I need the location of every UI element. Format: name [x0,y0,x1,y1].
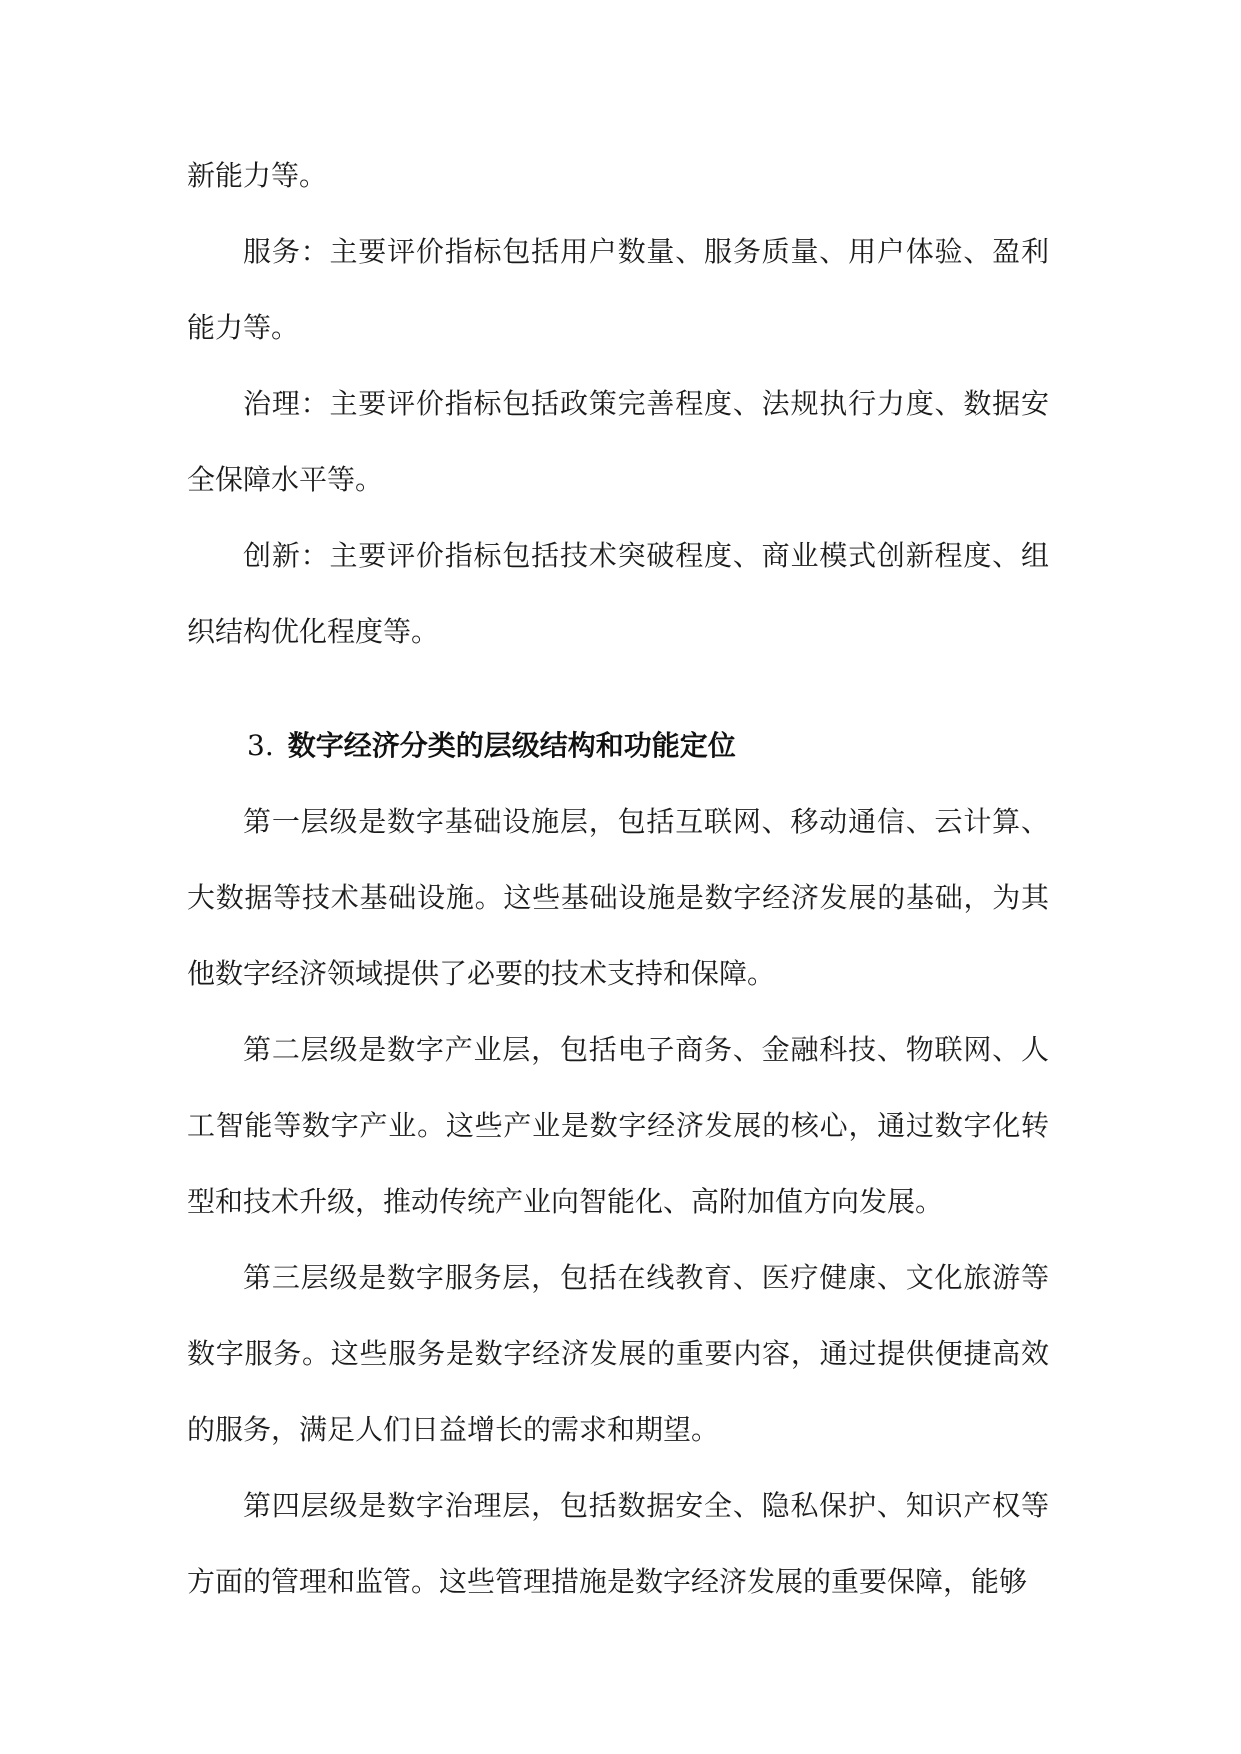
paragraph-level-2: 第二层级是数字产业层，包括电子商务、金融科技、物联网、人工智能等数字产业。这些产业是数字经济发展的核心，通过数字化转型和技术升级，推动传统产业向智能化、高附加值方向发展。 [187,1033,1049,1218]
paragraph-innovation-indicators: 创新：主要评价指标包括技术突破程度、商业模式创新程度、组织结构优化程度等。 [187,539,1049,648]
section-title: 数字经济分类的层级结构和功能定位 [287,729,736,762]
paragraph-continuation: 新能力等。 [187,159,328,192]
paragraph-governance-indicators: 治理：主要评价指标包括政策完善程度、法规执行力度、数据安全保障水平等。 [187,387,1049,496]
paragraph-level-1: 第一层级是数字基础设施层，包括互联网、移动通信、云计算、大数据等技术基础设施。这些基础设施是数字经济发展的基础，为其他数字经济领域提供了必要的技术支持和保障。 [187,805,1049,990]
paragraph-level-4: 第四层级是数字治理层，包括数据安全、隐私保护、知识产权等方面的管理和监管。这些管理措施是数字经济发展的重要保障，能够 [187,1489,1049,1598]
section-number: 3. [247,729,274,762]
paragraph-level-3: 第三层级是数字服务层，包括在线教育、医疗健康、文化旅游等数字服务。这些服务是数字经济发展的重要内容，通过提供便捷高效的服务，满足人们日益增长的需求和期望。 [187,1261,1049,1446]
paragraph-service-indicators: 服务：主要评价指标包括用户数量、服务质量、用户体验、盈利能力等。 [187,235,1049,344]
section-heading [187,708,1049,784]
document-body [187,138,1049,1620]
